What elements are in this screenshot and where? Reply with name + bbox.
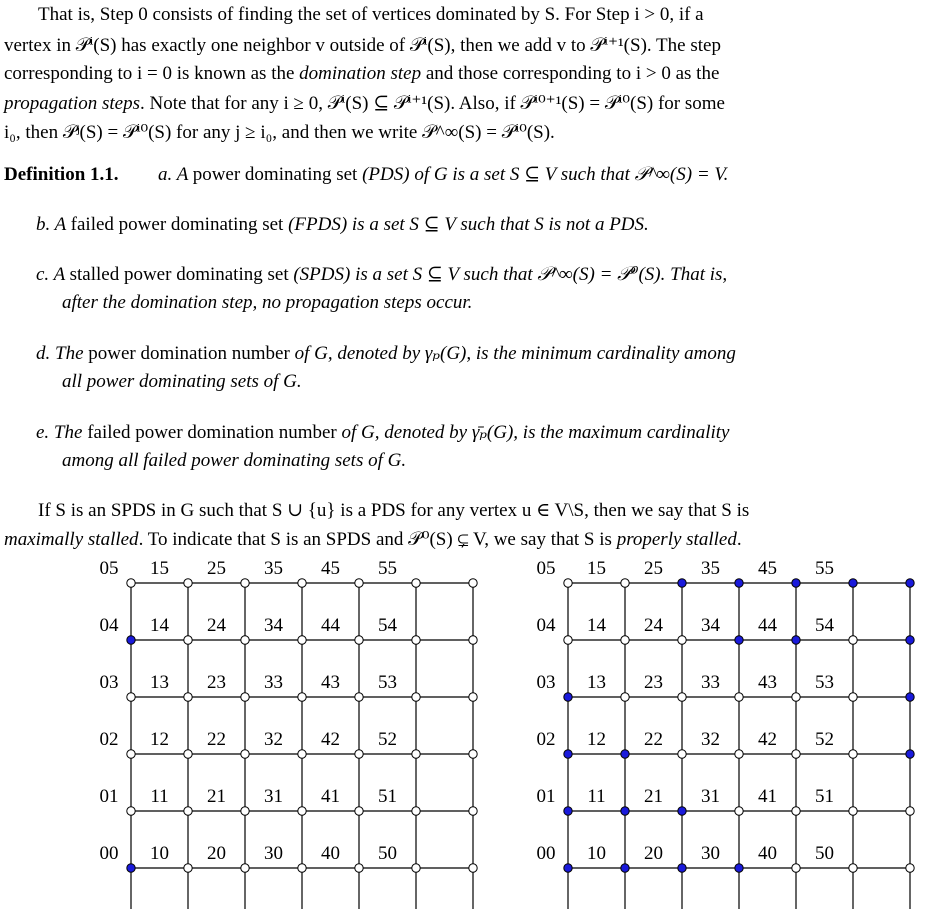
vertex-empty	[184, 693, 192, 701]
vertex-empty	[298, 750, 306, 758]
vertex-label: 20	[644, 843, 663, 864]
vertex-empty	[412, 636, 420, 644]
vertex-empty	[127, 579, 135, 587]
vertex-empty	[412, 864, 420, 872]
defined-term: failed power dominating set	[70, 214, 284, 235]
vertex-label: 43	[321, 672, 340, 693]
vertex-empty	[355, 750, 363, 758]
vertex-label: 40	[758, 843, 777, 864]
vertex-label: 01	[99, 786, 119, 807]
vertex-label: 21	[207, 786, 226, 807]
vertex-empty	[355, 864, 363, 872]
vertex-empty	[849, 636, 857, 644]
definition-item-e-cont: among all failed power dominating sets of G.	[62, 450, 407, 471]
text-span: (FPDS) is a set S ⊆ V such that S is not a PDS.	[283, 214, 649, 235]
vertex-empty	[792, 864, 800, 872]
vertex-label: 25	[207, 558, 226, 579]
vertex-empty	[678, 636, 686, 644]
vertex-label: 03	[99, 672, 119, 693]
vertex-filled	[564, 693, 572, 701]
text-span: of G, denoted by γₚ(G), is the minimum cardinality among	[289, 343, 736, 364]
definition-heading: Definition 1.1.	[4, 164, 119, 185]
vertex-label: 41	[758, 786, 777, 807]
vertex-empty	[412, 693, 420, 701]
vertex-filled	[127, 636, 135, 644]
vertex-empty	[412, 807, 420, 815]
defined-term: stalled power dominating set	[69, 264, 289, 285]
vertex-label: 03	[536, 672, 556, 693]
vertex-empty	[241, 807, 249, 815]
vertex-empty	[621, 693, 629, 701]
vertex-empty	[241, 864, 249, 872]
vertex-empty	[127, 807, 135, 815]
text-span: (PDS) of G is a set S ⊆ V such that 𝒫^∞(S) = V.	[357, 164, 729, 185]
definition-item-d-cont: all power dominating sets of G.	[62, 371, 302, 392]
vertex-empty	[355, 579, 363, 587]
vertex-empty	[127, 750, 135, 758]
vertex-empty	[792, 807, 800, 815]
text-span: c. A	[36, 264, 70, 285]
vertex-filled	[906, 636, 914, 644]
vertex-label: 32	[264, 729, 283, 750]
vertex-empty	[849, 807, 857, 815]
text-span: b. A	[36, 214, 71, 235]
vertex-filled	[906, 693, 914, 701]
vertex-filled	[735, 864, 743, 872]
vertex-label: 23	[207, 672, 226, 693]
vertex-filled	[849, 579, 857, 587]
vertex-label: 00	[99, 843, 119, 864]
vertex-label: 45	[758, 558, 777, 579]
vertex-empty	[564, 579, 572, 587]
vertex-empty	[184, 750, 192, 758]
vertex-empty	[469, 693, 477, 701]
paragraph-line: vertex in 𝒫ⁱ(S) has exactly one neighbor v outside of 𝒫ⁱ(S), then we add v to 𝒫ⁱ⁺¹(S). The step	[4, 35, 721, 56]
vertex-filled	[564, 750, 572, 758]
text-span: .	[736, 529, 742, 550]
vertex-filled	[621, 750, 629, 758]
paragraph-line: That is, Step 0 consists of finding the set of vertices dominated by S. For Step i > 0, if a	[38, 4, 704, 25]
vertex-label: 55	[815, 558, 834, 579]
text-span: . Note that for any i ≥ 0, 𝒫ⁱ(S) ⊆ 𝒫ⁱ⁺¹(S). Also, if 𝒫ⁱ⁰⁺¹(S) = 𝒫ⁱ⁰(S) for some	[140, 93, 725, 114]
vertex-empty	[355, 693, 363, 701]
vertex-label: 53	[378, 672, 397, 693]
vertex-label: 25	[644, 558, 663, 579]
vertex-label: 50	[815, 843, 834, 864]
vertex-label: 21	[644, 786, 663, 807]
vertex-label: 14	[587, 615, 606, 636]
vertex-label: 05	[536, 558, 556, 579]
vertex-empty	[469, 864, 477, 872]
vertex-empty	[241, 693, 249, 701]
vertex-label: 53	[815, 672, 834, 693]
vertex-label: 04	[536, 615, 556, 636]
vertex-filled	[906, 579, 914, 587]
vertex-label: 52	[815, 729, 834, 750]
vertex-empty	[621, 636, 629, 644]
vertex-filled	[621, 864, 629, 872]
vertex-label: 13	[587, 672, 606, 693]
text-span: corresponding to i = 0 is known as the	[4, 63, 300, 84]
vertex-filled	[735, 636, 743, 644]
vertex-filled	[906, 750, 914, 758]
vertex-label: 14	[150, 615, 169, 636]
vertex-label: 22	[644, 729, 663, 750]
emphasis-term: properly stalled	[616, 529, 737, 550]
vertex-label: 40	[321, 843, 340, 864]
vertex-empty	[298, 807, 306, 815]
vertex-empty	[469, 636, 477, 644]
vertex-label: 32	[701, 729, 720, 750]
left-grid	[100, 558, 478, 909]
vertex-empty	[184, 636, 192, 644]
vertex-empty	[849, 693, 857, 701]
vertex-label: 34	[264, 615, 283, 636]
vertex-label: 42	[758, 729, 777, 750]
vertex-empty	[241, 750, 249, 758]
vertex-empty	[412, 750, 420, 758]
vertex-label: 24	[644, 615, 663, 636]
vertex-label: 51	[815, 786, 834, 807]
vertex-empty	[906, 807, 914, 815]
vertex-label: 11	[587, 786, 606, 807]
defined-term: power domination number	[88, 343, 290, 364]
vertex-filled	[678, 579, 686, 587]
text-span: e. The	[36, 422, 88, 443]
vertex-label: 43	[758, 672, 777, 693]
vertex-filled	[678, 807, 686, 815]
vertex-label: 33	[701, 672, 720, 693]
vertex-empty	[241, 579, 249, 587]
emphasis-term: propagation steps	[4, 93, 140, 114]
vertex-label: 12	[150, 729, 169, 750]
vertex-label: 31	[264, 786, 283, 807]
vertex-filled	[792, 636, 800, 644]
vertex-filled	[735, 579, 743, 587]
defined-term: failed power domination number	[87, 422, 337, 443]
vertex-empty	[735, 750, 743, 758]
vertex-empty	[792, 693, 800, 701]
vertex-empty	[735, 693, 743, 701]
vertex-label: 54	[378, 615, 397, 636]
vertex-label: 02	[536, 729, 556, 750]
vertex-empty	[469, 750, 477, 758]
vertex-empty	[298, 579, 306, 587]
vertex-label: 20	[207, 843, 226, 864]
text-span: of G, denoted by γ̄ₚ(G), is the maximum cardinality	[336, 422, 730, 443]
definition-item-c-cont: after the domination step, no propagation steps occur.	[62, 292, 473, 313]
vertex-label: 24	[207, 615, 226, 636]
vertex-label: 13	[150, 672, 169, 693]
text-span: and those corresponding to i > 0 as the	[421, 63, 720, 84]
vertex-filled	[621, 807, 629, 815]
defined-term: power dominating set	[192, 164, 358, 185]
vertex-empty	[298, 636, 306, 644]
vertex-label: 10	[150, 843, 169, 864]
text-span: a. A	[158, 164, 193, 185]
vertex-filled	[792, 579, 800, 587]
vertex-empty	[184, 579, 192, 587]
vertex-label: 30	[264, 843, 283, 864]
vertex-empty	[184, 864, 192, 872]
vertex-empty	[184, 807, 192, 815]
vertex-empty	[469, 807, 477, 815]
vertex-empty	[355, 636, 363, 644]
vertex-filled	[564, 807, 572, 815]
emphasis-term: maximally stalled	[4, 529, 139, 550]
paragraph-line: If S is an SPDS in G such that S ∪ {u} is a PDS for any vertex u ∈ V\S, then we say that S is	[38, 500, 750, 521]
vertex-label: 05	[99, 558, 119, 579]
vertex-empty	[735, 807, 743, 815]
vertex-label: 01	[536, 786, 556, 807]
vertex-label: 54	[815, 615, 834, 636]
text-span: d. The	[36, 343, 89, 364]
vertex-label: 34	[701, 615, 720, 636]
vertex-empty	[906, 864, 914, 872]
vertex-empty	[412, 579, 420, 587]
vertex-label: 22	[207, 729, 226, 750]
vertex-label: 15	[150, 558, 169, 579]
vertex-empty	[469, 579, 477, 587]
vertex-label: 31	[701, 786, 720, 807]
vertex-label: 42	[321, 729, 340, 750]
vertex-label: 44	[758, 615, 777, 636]
vertex-label: 11	[150, 786, 169, 807]
vertex-label: 51	[378, 786, 397, 807]
vertex-empty	[564, 636, 572, 644]
vertex-empty	[127, 693, 135, 701]
vertex-empty	[849, 750, 857, 758]
vertex-filled	[127, 864, 135, 872]
right-grid	[537, 558, 915, 909]
text-span: . To indicate that S is an SPDS and 𝒫⁰(S) ⊊ V, we say that S is	[138, 529, 617, 550]
vertex-empty	[792, 750, 800, 758]
vertex-empty	[678, 693, 686, 701]
vertex-label: 35	[264, 558, 283, 579]
vertex-empty	[849, 864, 857, 872]
vertex-empty	[241, 636, 249, 644]
vertex-label: 04	[99, 615, 119, 636]
vertex-label: 30	[701, 843, 720, 864]
vertex-label: 50	[378, 843, 397, 864]
vertex-label: 00	[536, 843, 556, 864]
vertex-label: 35	[701, 558, 720, 579]
vertex-empty	[678, 750, 686, 758]
vertex-label: 41	[321, 786, 340, 807]
vertex-label: 55	[378, 558, 397, 579]
vertex-label: 10	[587, 843, 606, 864]
vertex-label: 23	[644, 672, 663, 693]
vertex-label: 12	[587, 729, 606, 750]
vertex-label: 45	[321, 558, 340, 579]
vertex-empty	[298, 693, 306, 701]
vertex-filled	[564, 864, 572, 872]
vertex-empty	[355, 807, 363, 815]
vertex-label: 15	[587, 558, 606, 579]
text-span: (SPDS) is a set S ⊆ V such that 𝒫^∞(S) = 𝒫⁰(S). That is,	[288, 264, 728, 285]
vertex-filled	[678, 864, 686, 872]
vertex-empty	[298, 864, 306, 872]
vertex-label: 52	[378, 729, 397, 750]
vertex-label: 02	[99, 729, 119, 750]
vertex-empty	[621, 579, 629, 587]
paragraph-line: i₀, then 𝒫ʲ(S) = 𝒫ⁱ⁰(S) for any j ≥ i₀, and then we write 𝒫^∞(S) = 𝒫ⁱ⁰(S).	[4, 122, 555, 143]
emphasis-term: domination step	[299, 63, 422, 84]
vertex-label: 33	[264, 672, 283, 693]
vertex-label: 44	[321, 615, 340, 636]
